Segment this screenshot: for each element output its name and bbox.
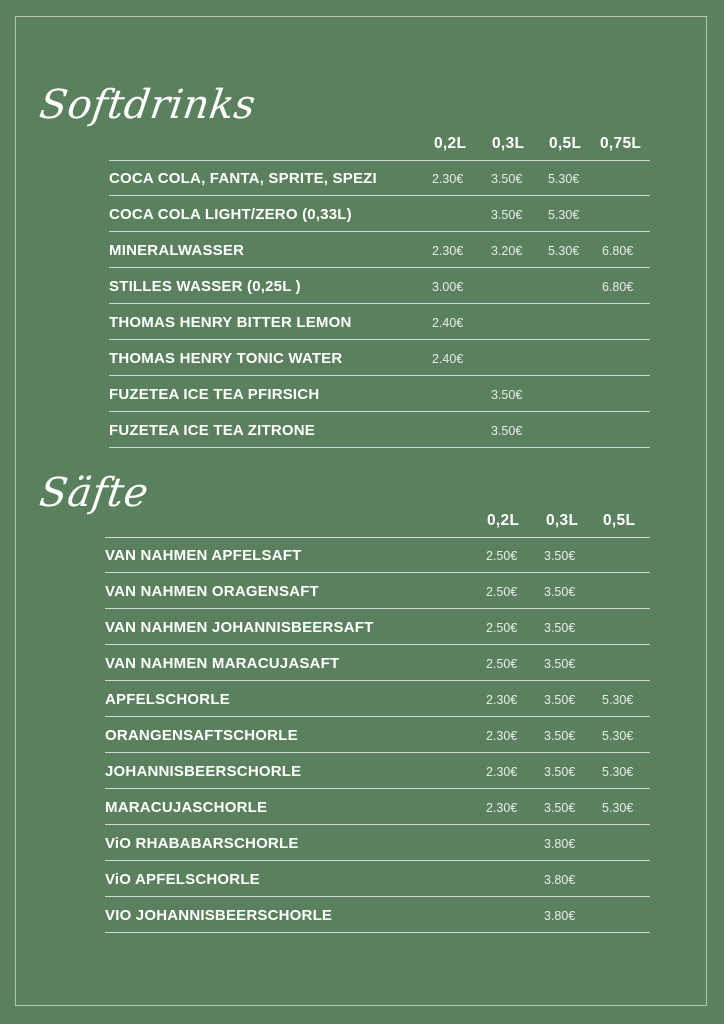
softdrinks-item-name: COCA COLA, FANTA, SPRITE, SPEZI xyxy=(109,170,377,187)
saefte-item-price: 3.50€ xyxy=(544,549,576,563)
saefte-item-row xyxy=(105,645,650,681)
saefte-column-header: 0,3L xyxy=(546,512,579,529)
saefte-item-price: 5.30€ xyxy=(602,765,634,779)
softdrinks-item-price: 6.80€ xyxy=(602,280,634,294)
saefte-item-row xyxy=(105,609,650,645)
softdrinks-column-header: 0,3L xyxy=(492,135,525,152)
saefte-item-price: 5.30€ xyxy=(602,693,634,707)
saefte-item-name: VIO JOHANNISBEERSCHORLE xyxy=(105,907,333,924)
saefte-item-price: 2.30€ xyxy=(486,729,518,743)
saefte-item-price: 2.30€ xyxy=(486,765,518,779)
softdrinks-item-row xyxy=(109,268,650,304)
saefte-item-name: VAN NAHMEN MARACUJASAFT xyxy=(105,655,340,672)
softdrinks-item-price: 3.50€ xyxy=(491,172,523,186)
saefte-item-price: 3.50€ xyxy=(544,801,576,815)
saefte-title: Säfte xyxy=(36,470,152,516)
saefte-item-row xyxy=(105,861,650,897)
saefte-item-price: 2.50€ xyxy=(486,621,518,635)
softdrinks-item-price: 3.50€ xyxy=(491,424,523,438)
saefte-item-price: 3.80€ xyxy=(544,909,576,923)
saefte-item-row xyxy=(105,681,650,717)
saefte-column-header: 0,5L xyxy=(603,512,636,529)
softdrinks-column-header: 0,75L xyxy=(600,135,642,152)
softdrinks-item-name: THOMAS HENRY BITTER LEMON xyxy=(109,314,352,331)
softdrinks-column-header: 0,2L xyxy=(434,135,467,152)
saefte-item-name: MARACUJASCHORLE xyxy=(105,799,268,816)
saefte-item-price: 3.80€ xyxy=(544,837,576,851)
softdrinks-item-name: STILLES WASSER (0,25L ) xyxy=(109,278,301,295)
softdrinks-title: Softdrinks xyxy=(36,82,259,128)
softdrinks-item-price: 3.00€ xyxy=(432,280,464,294)
softdrinks-item-row xyxy=(109,304,650,340)
saefte-item-price: 3.50€ xyxy=(544,657,576,671)
saefte-item-price: 3.50€ xyxy=(544,729,576,743)
softdrinks-item-row xyxy=(109,340,650,376)
saefte-item-row xyxy=(105,789,650,825)
softdrinks-item-price: 5.30€ xyxy=(548,172,580,186)
saefte-item-row xyxy=(105,753,650,789)
softdrinks-item-price: 3.50€ xyxy=(491,208,523,222)
saefte-item-price: 2.50€ xyxy=(486,585,518,599)
saefte-item-name: ORANGENSAFTSCHORLE xyxy=(105,727,298,744)
softdrinks-item-name: FUZETEA ICE TEA ZITRONE xyxy=(109,422,315,439)
softdrinks-item-price: 3.50€ xyxy=(491,388,523,402)
softdrinks-item-name: COCA COLA LIGHT/ZERO (0,33L) xyxy=(109,206,352,223)
softdrinks-item-price: 5.30€ xyxy=(548,244,580,258)
saefte-item-price: 2.50€ xyxy=(486,549,518,563)
softdrinks-item-row xyxy=(109,412,650,448)
softdrinks-item-price: 5.30€ xyxy=(548,208,580,222)
saefte-item-price: 5.30€ xyxy=(602,801,634,815)
saefte-item-price: 2.30€ xyxy=(486,693,518,707)
softdrinks-item-row xyxy=(109,160,650,196)
softdrinks-item-name: THOMAS HENRY TONIC WATER xyxy=(109,350,343,367)
softdrinks-item-price: 2.30€ xyxy=(432,244,464,258)
saefte-item-name: VAN NAHMEN APFELSAFT xyxy=(105,547,302,564)
softdrinks-item-row xyxy=(109,196,650,232)
saefte-item-name: ViO RHABABARSCHORLE xyxy=(105,835,299,852)
saefte-item-price: 2.50€ xyxy=(486,657,518,671)
saefte-item-price: 3.50€ xyxy=(544,621,576,635)
softdrinks-item-row xyxy=(109,376,650,412)
softdrinks-item-price: 2.40€ xyxy=(432,316,464,330)
saefte-column-header: 0,2L xyxy=(487,512,520,529)
softdrinks-item-name: MINERALWASSER xyxy=(109,242,245,259)
saefte-item-row xyxy=(105,897,650,933)
saefte-item-name: ViO APFELSCHORLE xyxy=(105,871,260,888)
saefte-item-price: 2.30€ xyxy=(486,801,518,815)
saefte-item-price: 5.30€ xyxy=(602,729,634,743)
saefte-item-price: 3.50€ xyxy=(544,693,576,707)
softdrinks-item-row xyxy=(109,232,650,268)
saefte-item-price: 3.80€ xyxy=(544,873,576,887)
saefte-item-price: 3.50€ xyxy=(544,765,576,779)
saefte-item-row xyxy=(105,537,650,573)
softdrinks-column-header: 0,5L xyxy=(549,135,582,152)
saefte-item-name: VAN NAHMEN ORAGENSAFT xyxy=(105,583,319,600)
softdrinks-item-price: 2.30€ xyxy=(432,172,464,186)
saefte-item-price: 3.50€ xyxy=(544,585,576,599)
saefte-item-name: APFELSCHORLE xyxy=(105,691,230,708)
saefte-item-row xyxy=(105,573,650,609)
saefte-item-row xyxy=(105,825,650,861)
softdrinks-item-name: FUZETEA ICE TEA PFIRSICH xyxy=(109,386,320,403)
softdrinks-item-price: 6.80€ xyxy=(602,244,634,258)
saefte-item-name: VAN NAHMEN JOHANNISBEERSAFT xyxy=(105,619,374,636)
softdrinks-item-price: 2.40€ xyxy=(432,352,464,366)
softdrinks-item-price: 3.20€ xyxy=(491,244,523,258)
saefte-item-row xyxy=(105,717,650,753)
saefte-item-name: JOHANNISBEERSCHORLE xyxy=(105,763,302,780)
